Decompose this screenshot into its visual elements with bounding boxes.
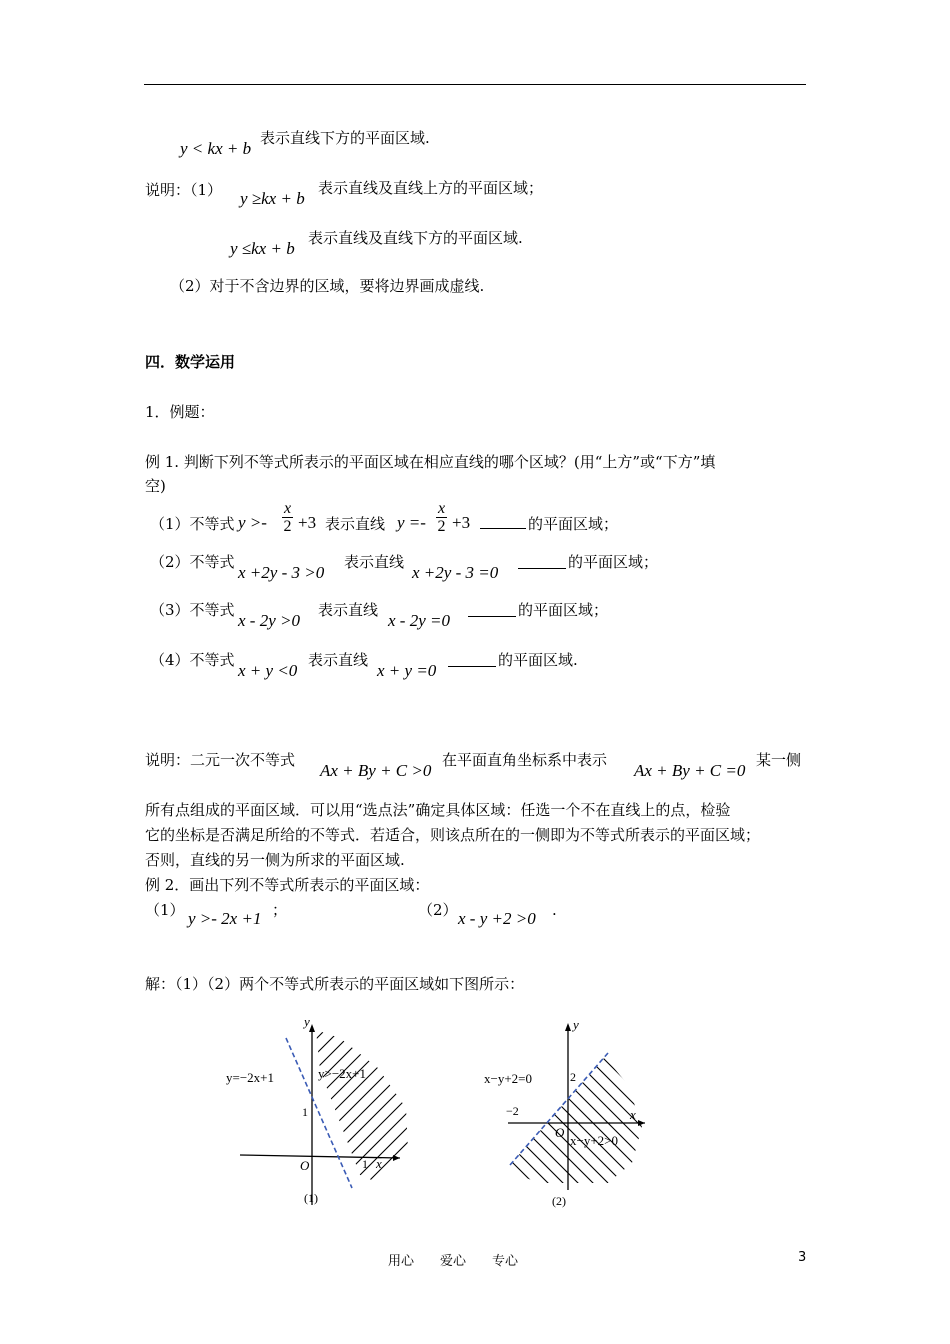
q2-ineq: x +2y - 3 >0 [238,563,325,582]
example1-intro: 例 1. 判断下列不等式所表示的平面区域在相应直线的哪个区域？(用“上方”或“下方”填 [145,453,716,471]
footer-motto: 用心 爱心 专心 [388,1254,519,1269]
q1-fraction-2 [436,500,447,535]
solution-text: 解：（1）（2）两个不等式所表示的平面区域如下图所示： [145,975,525,993]
q1-frac-den: 2 [283,518,292,535]
q1-lhs2: y =- [397,513,426,532]
fig2-line-label: x−y+2=0 [484,1071,532,1086]
fig1-x-arrow [393,1155,400,1161]
fig2-y-label: y [573,1017,579,1032]
q3-ineq: x - 2y >0 [238,611,300,630]
fig2-region-label: x−y+2>0 [570,1133,618,1148]
fig2-x-arrow [638,1120,645,1126]
figure-2 [480,1015,670,1210]
q3-label: （3）不等式 [150,601,235,619]
q1-frac2-num: x [438,500,446,517]
q4-label: （4）不等式 [150,651,235,669]
q3-line: x - 2y =0 [388,611,450,630]
inequality-below: y < kx + b [180,139,252,158]
fig2-caption: (2) [552,1194,566,1208]
q1-frac-num: x [284,500,292,517]
example2-p1-end: ； [272,901,288,919]
example1-intro-cont: 空) [145,477,166,495]
q2-label: （2）不等式 [150,553,235,571]
q3-mid: 表示直线 [318,601,379,619]
fig1-hatch-region [220,1010,420,1210]
q1-frac2-den: 2 [437,518,446,535]
q2-line: x +2y - 3 =0 [412,563,499,582]
q1-mid: 表示直线 [325,515,386,533]
fig1-x-label: x [376,1156,382,1171]
note-expr-1: y ≥kx + b [240,189,305,208]
note2-label: 说明：二元一次不等式 [145,751,296,769]
note-expr-2: y ≤kx + b [230,239,295,258]
fig1-y-arrow [309,1024,315,1032]
note-text-2: 表示直线及直线下方的平面区域. [308,229,523,247]
note2-line-2: 所有点组成的平面区域．可以用“选点法”确定具体区域：任选一个不在直线上的点，检验 [145,801,731,819]
note2-line-4: 否则，直线的另一侧为所求的平面区域. [145,851,405,869]
example2-p1-expr: y >- 2x +1 [188,909,262,928]
fig2-tick-y: 2 [570,1070,576,1084]
fig1-line-label: y=−2x+1 [226,1070,274,1085]
example2-p2-expr: x - y +2 >0 [458,909,536,928]
fig2-tick-x: −2 [506,1104,519,1118]
note2-expr-1: Ax + By + C >0 [320,761,432,780]
q1-answer-blank[interactable] [480,514,526,529]
page-number: 3 [798,1250,807,1265]
note2-line-3: 它的坐标是否满足所给的不等式．若适合，则该点所在的一侧即为不等式所表示的平面区域； [145,826,761,844]
note2-tail: 某一侧 [756,751,802,769]
header-rule [144,84,806,85]
example2-p2-label: （2） [418,901,458,919]
section-title: 四．数学运用 [145,353,236,371]
q4-ineq: x + y <0 [238,661,298,680]
example2-title: 例 2．画出下列不等式所表示的平面区域： [145,876,430,894]
q3-tail: 的平面区域； [518,601,609,619]
q4-tail: 的平面区域. [498,651,578,669]
note2-mid: 在平面直角坐标系中表示 [442,751,608,769]
fig1-caption: (1) [304,1191,318,1205]
fig1-tick-x: 1 [362,1157,368,1171]
note-text-1: 表示直线及直线上方的平面区域； [318,179,544,197]
fig1-y-label: y [304,1014,310,1029]
fig1-origin-label: O [300,1158,310,1173]
example2-p2-end: . [552,901,557,919]
q1-lhs: y >- [238,513,267,532]
note-item-2: （2）对于不含边界的区域，要将边界画成虚线. [170,277,485,295]
q1-tail: 的平面区域； [528,515,619,533]
note-label: 说明：（1） [145,181,223,199]
fig2-x-label: x [630,1107,636,1122]
inequality-below-desc: 表示直线下方的平面区域. [260,129,430,147]
example2-p1-label: （1） [145,901,185,919]
q4-line: x + y =0 [377,661,437,680]
q4-mid: 表示直线 [308,651,369,669]
q3-answer-blank[interactable] [468,602,516,617]
q1-fraction [282,500,293,535]
note2-expr-2: Ax + By + C =0 [634,761,746,780]
q2-mid: 表示直线 [344,553,405,571]
fig2-y-arrow [565,1023,571,1031]
q1-rhs2: +3 [452,513,471,532]
fig1-boundary-line [286,1038,352,1188]
q1-rhs: +3 [298,513,317,532]
fig1-region-label: y>−2x+1 [318,1066,366,1081]
examples-heading: 1．例题： [145,403,215,421]
fig2-origin-label: O [555,1125,565,1140]
q4-answer-blank[interactable] [448,652,496,667]
figure-1 [220,1010,420,1210]
q2-tail: 的平面区域； [568,553,659,571]
fig1-tick-y: 1 [302,1105,308,1119]
q1-label: （1）不等式 [150,515,235,533]
q2-answer-blank[interactable] [518,554,566,569]
